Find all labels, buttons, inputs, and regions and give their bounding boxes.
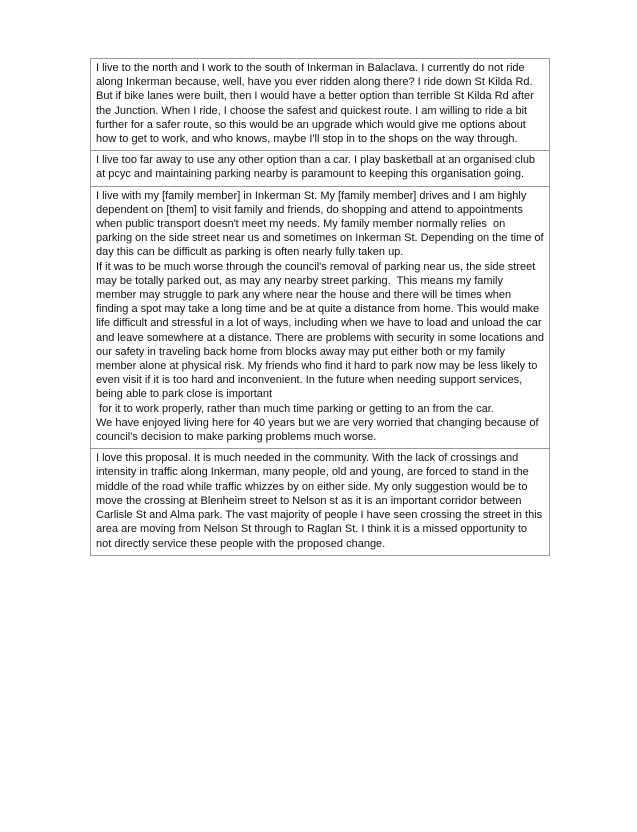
comment-cell xyxy=(91,186,550,449)
comment-row xyxy=(91,151,550,186)
comment-text: I live too far away to use any other option than a car. I play basketball at an organised club at pcyc and maintaining parking nearby is paramount to keeping this organisation going. xyxy=(96,154,539,181)
comment-cell xyxy=(91,151,550,186)
comment-cell xyxy=(91,59,550,151)
comment-row xyxy=(91,186,550,449)
comment-row xyxy=(91,449,550,555)
comment-text: for it to work properly, rather than much time parking or getting to an from the car. xyxy=(96,402,494,415)
comments-table xyxy=(90,58,550,556)
comment-text: If it was to be much worse through the council's removal of parking near us, the side street may be totally parked out, as may any nearby street parking. This means my family member may struggle to park any where near the house and there will be times when finding a spot may take a long time and be at quite a distance from home. This would make life difficult and stressful in a lot of ways, including when we have to load and unload the car and leave somewhere at a distance. There are problems with security in some locations and our safety in traveling back home from blocks away may put either both or my family member alone at physical risk. My friends who find it hard to park now may be less likely to even visit if it is too hard and inconvenient. In the future when needing support services, being able to park close is important xyxy=(96,260,548,401)
comment-row xyxy=(91,59,550,151)
comment-text: We have enjoyed living here for 40 years but we are very worried that changing because of council's decision to make parking problems much worse. xyxy=(96,416,542,444)
comment-text: I live to the north and I work to the south of Inkerman in Balaclava. I currently do not ride along Inkerman because, well, have you ever ridden along there? I ride down St Kilda Rd. But if bike lanes were built, then I would have a better option than terrible St Kilda Rd after the Junction. When I ride, I choose the safest and quickest route. I am willing to ride a bit further for a safer route, so this would be an upgrade which would give me options about how to get to work, and who knows, maybe I'll stop in to the shops on the way through. xyxy=(96,62,537,146)
comment-text: I live with my [family member] in Inkerman St. My [family member] drives and I am highly dependent on [them] to visit family and friends, do shopping and attend to appointments when public transport doesn't meet my needs. My family member normally relies on parking on the side street near us and sometimes on Inkerman St. Depending on the time of day this can be difficult as parking is often nearly fully taken up. xyxy=(96,189,547,259)
comment-text: I love this proposal. It is much needed in the community. With the lack of crossings and intensity in traffic along Inkerman, many people, old and young, are forced to stand in the middle of the road while traffic whizzes by on either side. My only suggestion would be to move the crossing at Blenheim street to Nelson st as it is an important corridor between Carlisle St and Alma park. The vast majority of people I have seen crossing the street in this area are moving from Nelson St through to Raglan St. I think it is a missed opportunity to not directly service these people with the proposed change. xyxy=(96,452,546,550)
comment-cell xyxy=(91,449,550,555)
